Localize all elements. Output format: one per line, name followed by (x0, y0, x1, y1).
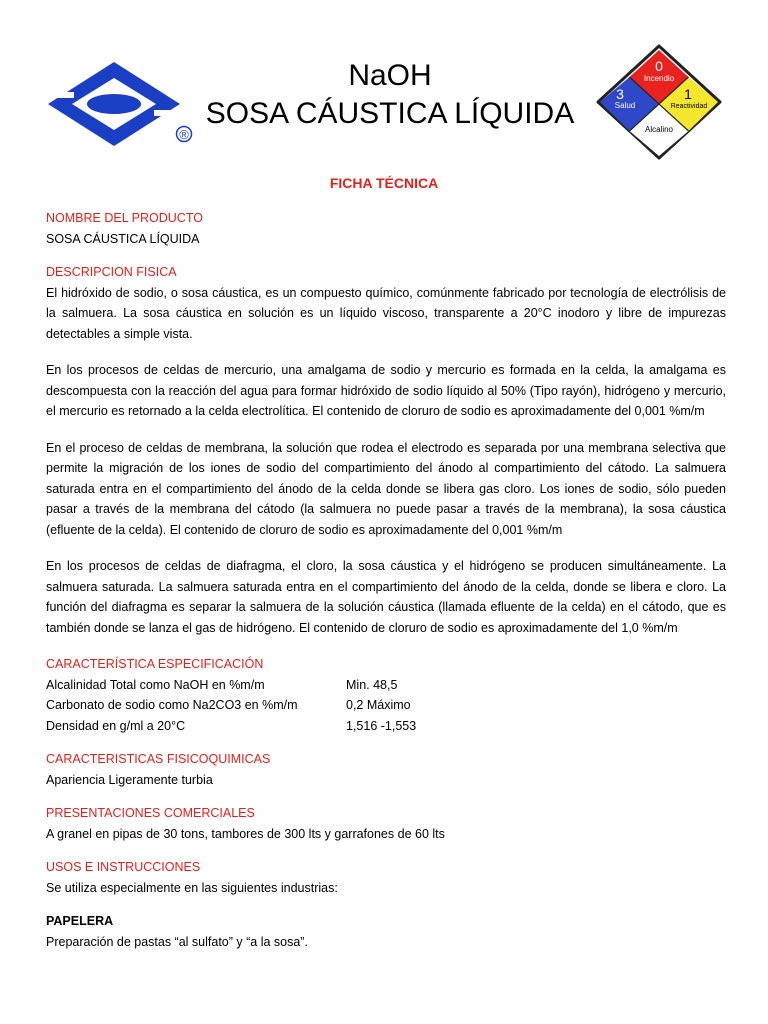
section-title-specification: CARACTERÍSTICA ESPECIFICACIÓN (46, 657, 264, 671)
section-title-physical: DESCRIPCION FISICA (46, 265, 177, 279)
title-formula: NaOH (348, 59, 432, 92)
document-body (46, 208, 726, 952)
logo-ellipse (87, 94, 141, 114)
spec-label: Densidad en g/ml a 20°C (46, 718, 186, 733)
spec-row (46, 716, 726, 737)
document-heading: FICHA TÉCNICA (329, 175, 439, 191)
section-title-presentations: PRESENTACIONES COMERCIALES (46, 806, 255, 820)
spec-value: Min. 48,5 (346, 677, 398, 692)
spec-label: Carbonato de sodio como Na2CO3 en %m/m (46, 698, 298, 712)
physchem-text: Apariencia Ligeramente turbia (46, 772, 213, 787)
product-name: SOSA CÁUSTICA LÍQUIDA (46, 231, 200, 246)
registered-mark: ® (179, 127, 189, 142)
uses-text: Se utiliza especialmente en las siguientes industrias: (46, 880, 338, 895)
nfpa-reactivity-label: Reactividad (670, 103, 708, 110)
section-title-uses: USOS E INSTRUCCIONES (46, 860, 201, 874)
spec-row (46, 695, 726, 716)
spec-row (46, 675, 726, 696)
nfpa-fire-label: Incendio (643, 74, 675, 83)
company-logo (44, 58, 194, 150)
physical-paragraph-2: En los procesos de celdas de mercurio, una amalgama de sodio y mercurio es formada en la celda, la amalgama es descompuesta con la reacción del agua para formar hidróxido de sodio líquido al 50% (Tipo rayón), hidrógeno y mercurio, el mercurio es retornado a la celda electrolítica. El contenido de cloruro de sodio es aproximadamente del 0,001 %m/m (46, 363, 726, 418)
nfpa-special-label: Alcalino (644, 125, 674, 134)
nfpa-fire-value: 0 (655, 58, 663, 74)
presentations-text: A granel en pipas de 30 tons, tambores de 300 lts y garrafones de 60 lts (46, 826, 445, 841)
spec-label: Alcalinidad Total como NaOH en %m/m (46, 677, 265, 692)
title-block (190, 58, 590, 132)
section-title-paper-industry: PAPELERA (46, 914, 114, 928)
spec-value: 1,516 -1,553 (346, 718, 417, 733)
physical-paragraph-4: En los procesos de celdas de diafragma, el cloro, la sosa cáustica y el hidrógeno se producen simultáneamente. La salmuera saturada. La salmuera saturada entra en el compartimiento del ánodo de la celda, donde se libera e cloro. La función del diafragma es separar la salmuera de la solución cáustica (llamada efluente de la celda) en el cátodo, que es también donde se lanza el gas de hidrógeno. El contenido de cloruro de sodio es aproximadamente del 1,0 %m/m (46, 559, 726, 635)
physical-paragraph-3: En el proceso de celdas de membrana, la solución que rodea el electrodo es separada por una membrana selectiva que permite la migración de los iones de sodio del compartimiento del ánodo al compartimiento del cátodo. La salmuera saturada entra en el compartimiento del ánodo de la celda donde se libera gas cloro. Los iones de sodio, sólo pueden pasar a través de la membrana del cátodo (la salmuera no puede pasar a través de la membrana), la sosa cáustica (efluente de la celda). El contenido de cloruro de sodio es aproximadamente del 0,001 %m/m (46, 440, 726, 537)
physical-paragraph-1: El hidróxido de sodio, o sosa cáustica, es un compuesto químico, comúnmente fabricado por tecnología de electrólisis de la salmuera. La sosa cáustica en solución es un líquido viscoso, transparente a 20°C inodoro y libre de impurezas detectables a simple vista. (46, 285, 726, 341)
spec-value: 0,2 Máximo (346, 698, 411, 712)
nfpa-reactivity-value: 1 (684, 86, 692, 102)
paper-industry-text: Preparación de pastas “al sulfato” y “a la sosa”. (46, 934, 308, 949)
section-title-physchem: CARACTERISTICAS FISICOQUIMICAS (46, 752, 271, 766)
title-product: SOSA CÁUSTICA LÍQUIDA (205, 97, 575, 130)
section-title-product-name: NOMBRE DEL PRODUCTO (46, 211, 203, 225)
nfpa-health-value: 3 (616, 86, 624, 102)
nfpa-hazard-diamond (596, 44, 722, 160)
nfpa-health-label: Salud (614, 101, 636, 110)
